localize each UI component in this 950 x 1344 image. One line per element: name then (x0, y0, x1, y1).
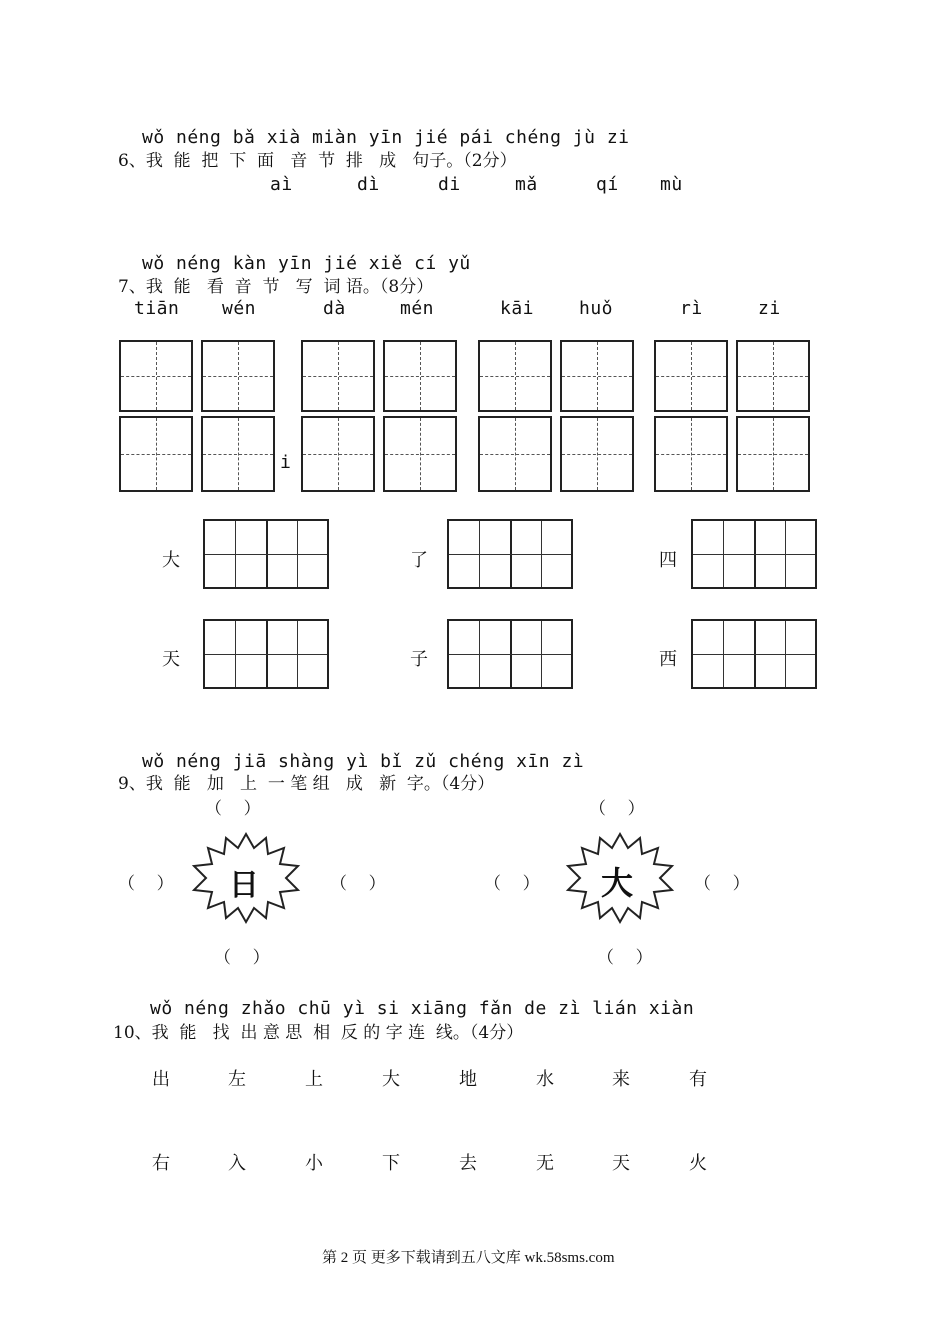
q7-syllable: mén (400, 298, 435, 319)
match-bottom[interactable]: 天 (612, 1153, 630, 1174)
writing-grid-cell[interactable] (736, 416, 810, 492)
answer-blank[interactable]: （ ） (330, 874, 386, 894)
q6-syllable: aì (270, 174, 293, 195)
q7-syllable: tiān (134, 298, 180, 319)
q8-char: 四 (659, 550, 677, 571)
q7-syllable: rì (680, 298, 703, 319)
writing-grid-cell[interactable] (560, 416, 634, 492)
answer-blank[interactable]: （ ） (205, 799, 261, 819)
stray-mark: i (280, 452, 292, 473)
q7-pinyin: wǒ néng kàn yīn jié xiě cí yǔ (142, 253, 471, 274)
writing-grid-cell[interactable] (301, 340, 375, 412)
writing-grid-cell[interactable] (654, 340, 728, 412)
answer-blank[interactable]: （ ） (214, 948, 270, 968)
match-top[interactable]: 左 (228, 1069, 246, 1090)
writing-grid-cell[interactable] (383, 416, 457, 492)
q9-title: 9、我 能 加 上 一 笔 组 成 新 字。（4分） (118, 774, 495, 794)
q7-syllable: huǒ (579, 298, 614, 319)
q7-syllable: kāi (500, 298, 535, 319)
word-box[interactable] (691, 619, 817, 689)
answer-blank[interactable]: （ ） (694, 874, 750, 894)
writing-grid-cell[interactable] (478, 340, 552, 412)
writing-grid-cell[interactable] (301, 416, 375, 492)
page-footer: 第 2 页 更多下载请到五八文库 wk.58sms.com (322, 1250, 615, 1266)
q8-char: 子 (410, 649, 428, 670)
q6-syllable: mǎ (515, 174, 538, 195)
q7-syllable: zi (758, 298, 781, 319)
match-bottom[interactable]: 去 (459, 1153, 477, 1174)
writing-grid-cell[interactable] (119, 340, 193, 412)
word-box[interactable] (691, 519, 817, 589)
q6-syllable: qí (596, 174, 619, 195)
match-top[interactable]: 水 (536, 1069, 554, 1090)
match-top[interactable]: 上 (305, 1069, 323, 1090)
writing-grid-cell[interactable] (560, 340, 634, 412)
answer-blank[interactable]: （ ） (118, 874, 174, 894)
star-char: 大 (601, 864, 634, 902)
answer-blank[interactable]: （ ） (597, 948, 653, 968)
q7-title: 7、我 能 看 音 节 写 词 语。（8分） (118, 277, 434, 297)
answer-blank[interactable]: （ ） (484, 874, 540, 894)
match-bottom[interactable]: 右 (152, 1153, 170, 1174)
match-bottom[interactable]: 火 (689, 1153, 707, 1174)
q6-syllable: mù (660, 174, 683, 195)
q6-syllable: dì (357, 174, 380, 195)
answer-blank[interactable]: （ ） (589, 799, 645, 819)
q6-syllable: di (438, 174, 461, 195)
writing-grid-cell[interactable] (201, 340, 275, 412)
star-char: 日 (229, 868, 259, 903)
match-top[interactable]: 来 (612, 1069, 630, 1090)
q6-title: 6、我 能 把 下 面 音 节 排 成 句子。（2分） (118, 151, 517, 171)
q8-char: 天 (162, 649, 180, 670)
match-bottom[interactable]: 小 (305, 1153, 323, 1174)
writing-grid-cell[interactable] (478, 416, 552, 492)
writing-grid-cell[interactable] (383, 340, 457, 412)
q8-char: 西 (659, 649, 677, 670)
match-top[interactable]: 大 (382, 1069, 400, 1090)
q10-title: 10、我 能 找 出 意 思 相 反 的 字 连 线。（4分） (113, 1023, 524, 1043)
match-bottom[interactable]: 无 (536, 1153, 554, 1174)
q10-pinyin: wǒ néng zhǎo chū yì si xiāng fǎn de zì lián xiàn (150, 998, 695, 1019)
q6-pinyin: wǒ néng bǎ xià miàn yīn jié pái chéng jù zi (142, 127, 630, 148)
match-top[interactable]: 有 (689, 1069, 707, 1090)
q9-pinyin: wǒ néng jiā shàng yì bǐ zǔ chéng xīn zì (142, 751, 585, 772)
word-box[interactable] (447, 519, 573, 589)
word-box[interactable] (447, 619, 573, 689)
q7-syllable: wén (222, 298, 257, 319)
writing-grid-cell[interactable] (119, 416, 193, 492)
q8-char: 大 (162, 550, 180, 571)
writing-grid-cell[interactable] (201, 416, 275, 492)
match-top[interactable]: 出 (152, 1069, 170, 1090)
word-box[interactable] (203, 619, 329, 689)
writing-grid-cell[interactable] (736, 340, 810, 412)
q7-syllable: dà (323, 298, 346, 319)
q8-char: 了 (410, 550, 428, 571)
match-top[interactable]: 地 (459, 1069, 477, 1090)
writing-grid-cell[interactable] (654, 416, 728, 492)
match-bottom[interactable]: 入 (228, 1153, 246, 1174)
match-bottom[interactable]: 下 (382, 1153, 400, 1174)
word-box[interactable] (203, 519, 329, 589)
